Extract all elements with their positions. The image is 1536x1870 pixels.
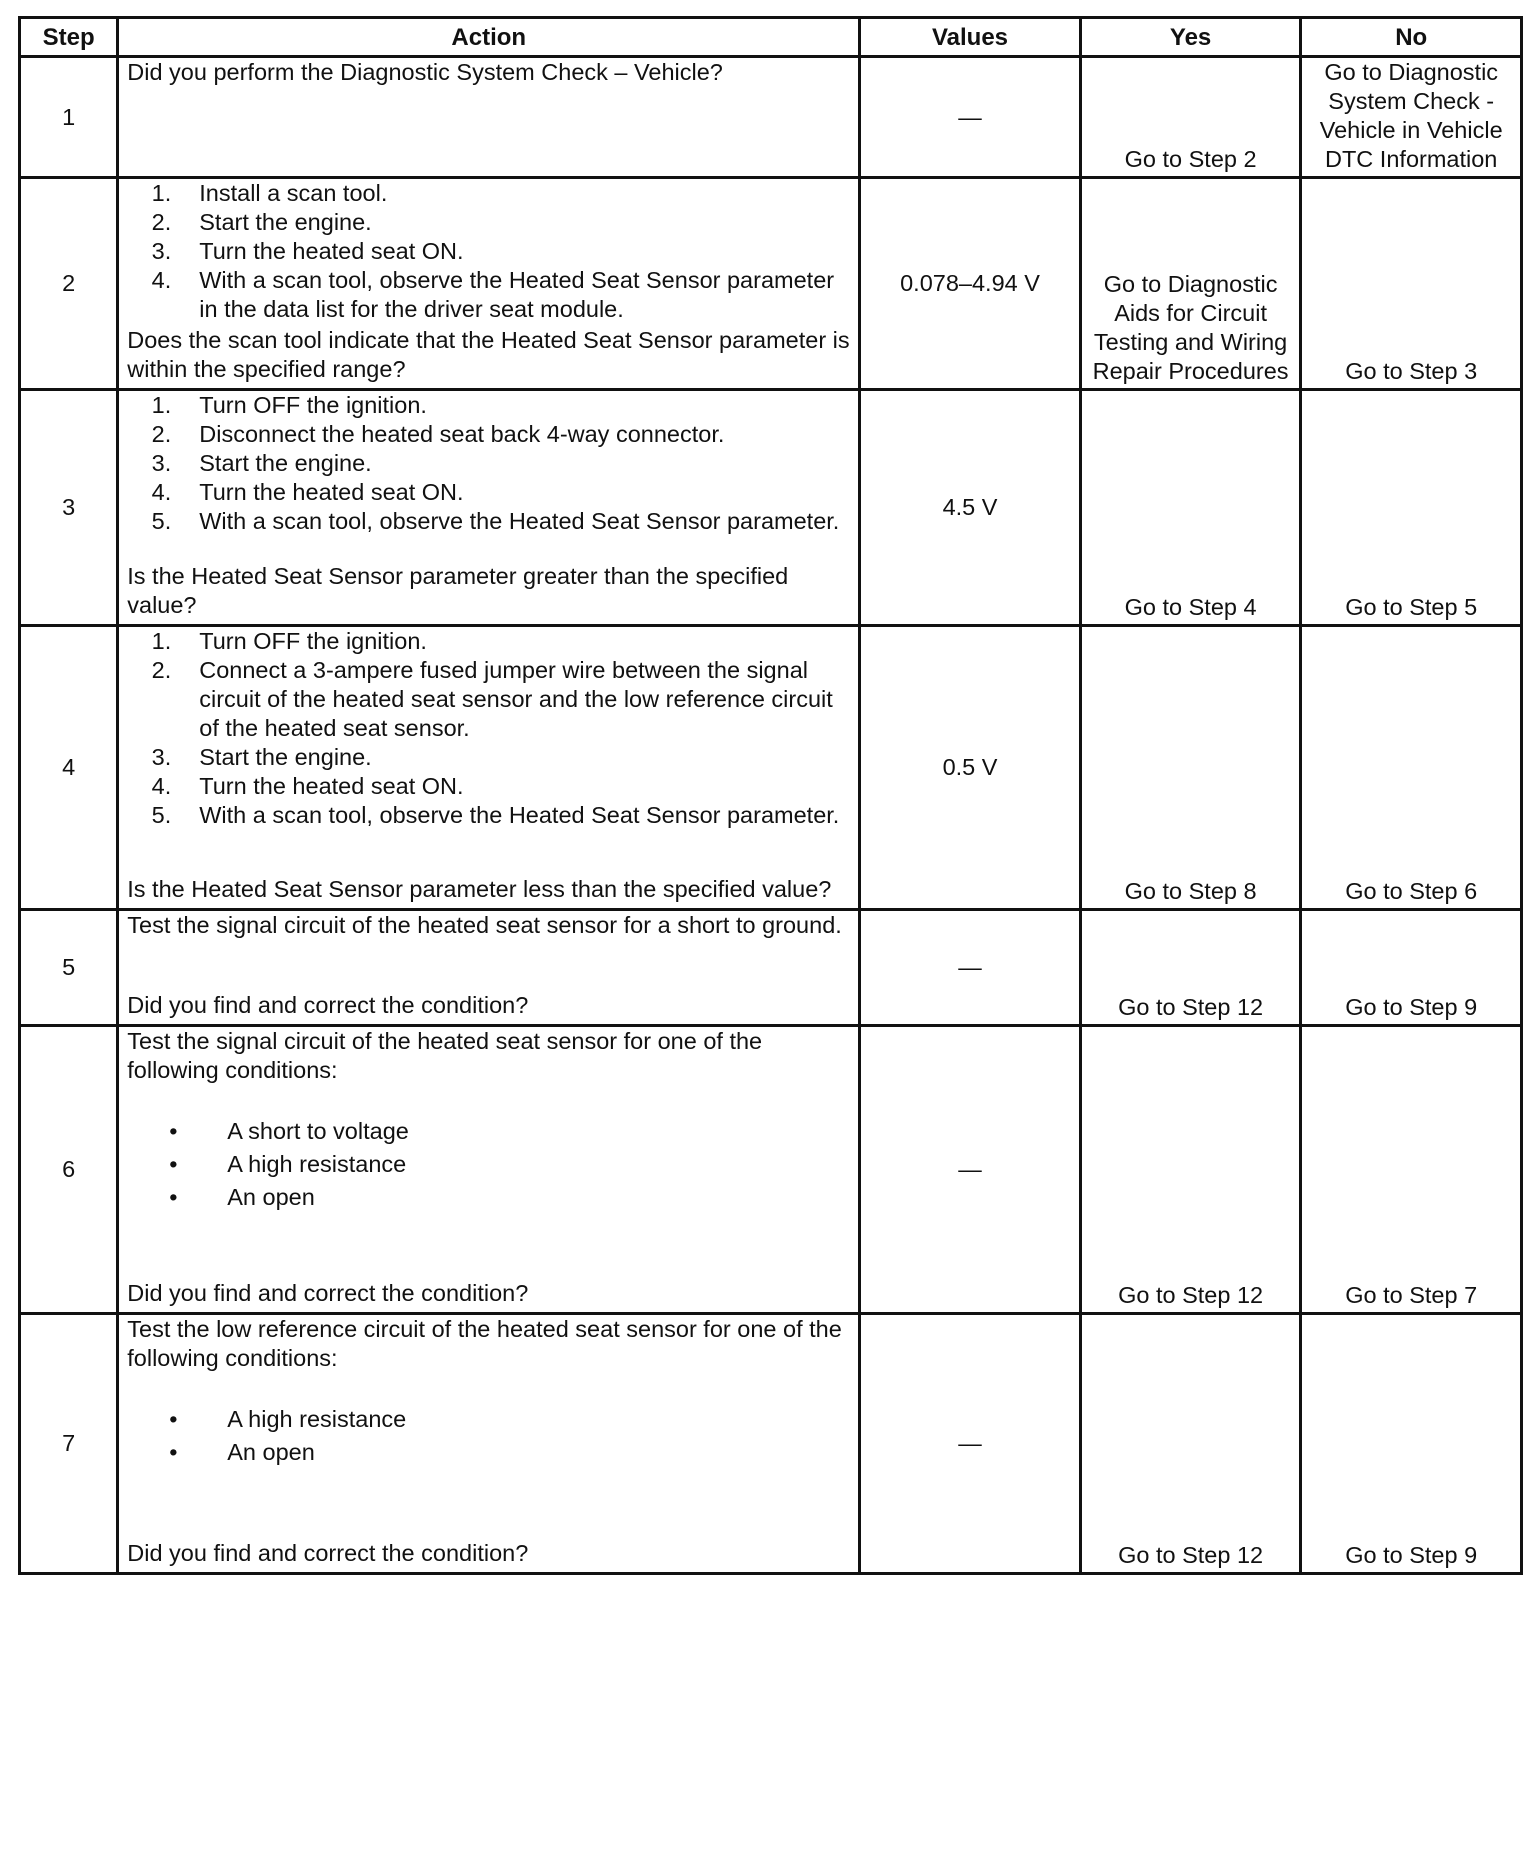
step-number: 5	[20, 910, 118, 1026]
no-cell: Go to Step 9	[1301, 1314, 1522, 1574]
action-cell	[118, 390, 860, 626]
values-cell: 0.5 V	[860, 626, 1081, 910]
step-number: 7	[20, 1314, 118, 1574]
values-cell: —	[860, 57, 1081, 178]
list-item: 3. Start the engine.	[151, 450, 372, 476]
list-item: 3. Start the engine.	[151, 744, 372, 770]
action-question: Did you perform the Diagnostic System Check – Vehicle?	[127, 59, 723, 85]
action-question: Is the Heated Seat Sensor parameter greater than the specified value?	[127, 563, 789, 618]
list-item: 1. Turn OFF the ignition.	[151, 392, 427, 418]
action-steps	[127, 627, 852, 830]
action-question: Did you find and correct the condition?	[127, 1540, 529, 1566]
list-item: 1. Install a scan tool.	[151, 180, 388, 206]
action-question: Did you find and correct the condition?	[127, 1280, 529, 1306]
header-yes: Yes	[1080, 18, 1301, 57]
list-item: 3. Turn the heated seat ON.	[151, 238, 464, 264]
action-intro: Test the signal circuit of the heated seat sensor for one of the following conditions:	[127, 1028, 763, 1083]
action-steps	[127, 179, 852, 324]
action-question: Did you find and correct the condition?	[127, 992, 529, 1018]
action-intro: Test the signal circuit of the heated seat sensor for a short to ground.	[127, 912, 842, 938]
action-cell	[118, 178, 860, 390]
action-cell	[118, 626, 860, 910]
header-values: Values	[860, 18, 1081, 57]
values-cell: 4.5 V	[860, 390, 1081, 626]
step-number: 4	[20, 626, 118, 910]
list-item: • A high resistance	[127, 1403, 852, 1436]
list-item: 2. Start the engine.	[151, 209, 372, 235]
no-cell: Go to Step 7	[1301, 1026, 1522, 1314]
bullet-icon: •	[169, 1439, 178, 1465]
yes-cell: Go to Step 12	[1080, 1314, 1301, 1574]
yes-cell: Go to Step 12	[1080, 1026, 1301, 1314]
list-item: 4. Turn the heated seat ON.	[151, 773, 464, 799]
yes-cell: Go to Step 4	[1080, 390, 1301, 626]
list-item: 4. Turn the heated seat ON.	[151, 479, 464, 505]
step-number: 2	[20, 178, 118, 390]
table-row	[20, 57, 1522, 178]
list-item: • An open	[127, 1436, 852, 1469]
list-item: 2. Disconnect the heated seat back 4-way connector.	[151, 421, 725, 447]
action-question: Does the scan tool indicate that the Heated Seat Sensor parameter is within the specified range?	[127, 327, 850, 382]
no-cell: Go to Diagnostic System Check - Vehicle in Vehicle DTC Information	[1301, 57, 1522, 178]
yes-cell: Go to Diagnostic Aids for Circuit Testing and Wiring Repair Procedures	[1080, 178, 1301, 390]
no-cell: Go to Step 5	[1301, 390, 1522, 626]
bullet-icon: •	[169, 1118, 178, 1144]
values-cell: 0.078–4.94 V	[860, 178, 1081, 390]
values-cell: —	[860, 1026, 1081, 1314]
table-row	[20, 910, 1522, 1026]
no-cell: Go to Step 6	[1301, 626, 1522, 910]
list-item: 4. With a scan tool, observe the Heated Seat Sensor parameter in the data list for the driver seat module.	[151, 267, 835, 322]
yes-cell: Go to Step 8	[1080, 626, 1301, 910]
table-row	[20, 1314, 1522, 1574]
list-item: • An open	[127, 1181, 852, 1214]
list-item: 1. Turn OFF the ignition.	[151, 628, 427, 654]
values-cell: —	[860, 1314, 1081, 1574]
step-number: 1	[20, 57, 118, 178]
action-cell	[118, 1026, 860, 1314]
header-row	[20, 18, 1522, 57]
step-number: 6	[20, 1026, 118, 1314]
no-cell: Go to Step 9	[1301, 910, 1522, 1026]
header-step: Step	[20, 18, 118, 57]
list-item: • A short to voltage	[127, 1115, 852, 1148]
action-question: Is the Heated Seat Sensor parameter less than the specified value?	[127, 876, 832, 902]
table-row	[20, 1026, 1522, 1314]
action-steps	[127, 391, 852, 536]
condition-list	[127, 1403, 852, 1469]
list-item: 2. Connect a 3-ampere fused jumper wire between the signal circuit of the heated seat sensor and the low reference circuit of the heated seat sensor.	[151, 657, 833, 741]
values-cell: —	[860, 910, 1081, 1026]
table-row	[20, 390, 1522, 626]
action-cell	[118, 910, 860, 1026]
bullet-icon: •	[169, 1184, 178, 1210]
bullet-icon: •	[169, 1406, 178, 1432]
list-item: 5. With a scan tool, observe the Heated Seat Sensor parameter.	[151, 508, 840, 534]
action-intro: Test the low reference circuit of the heated seat sensor for one of the following conditions:	[127, 1316, 842, 1371]
action-cell	[118, 57, 860, 178]
list-item: 5. With a scan tool, observe the Heated Seat Sensor parameter.	[151, 802, 840, 828]
diagnostic-table	[18, 16, 1523, 1575]
table-row	[20, 178, 1522, 390]
table-row	[20, 626, 1522, 910]
header-action: Action	[118, 18, 860, 57]
bullet-icon: •	[169, 1151, 178, 1177]
header-no: No	[1301, 18, 1522, 57]
list-item: • A high resistance	[127, 1148, 852, 1181]
condition-list	[127, 1115, 852, 1214]
yes-cell: Go to Step 12	[1080, 910, 1301, 1026]
no-cell: Go to Step 3	[1301, 178, 1522, 390]
action-cell	[118, 1314, 860, 1574]
yes-cell: Go to Step 2	[1080, 57, 1301, 178]
step-number: 3	[20, 390, 118, 626]
